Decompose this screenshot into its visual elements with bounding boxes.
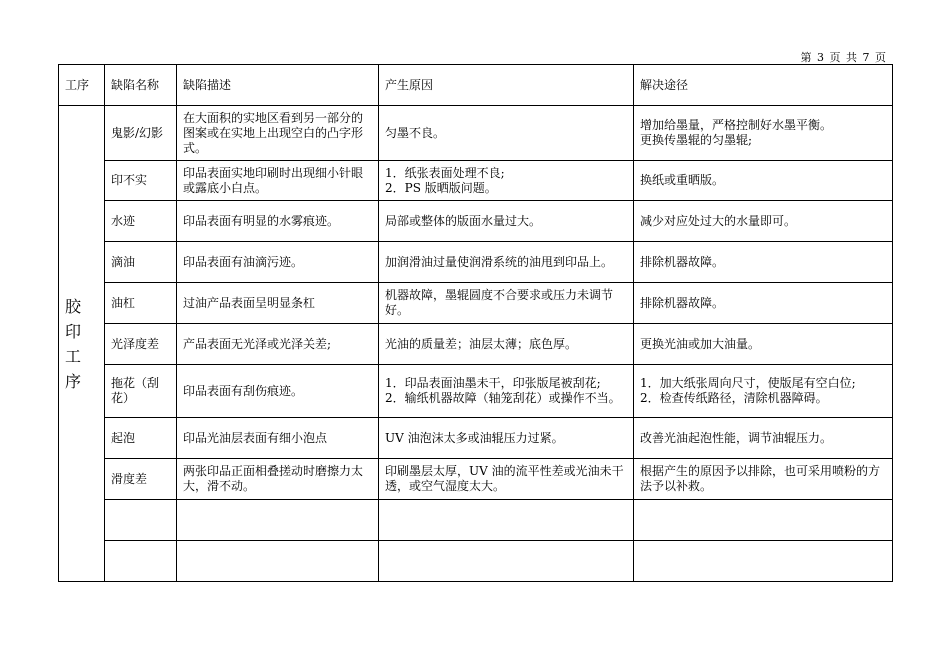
cause-cell: 1．纸张表面处理不良; 2．PS 版晒版问题。 bbox=[379, 161, 634, 201]
defect-name-cell: 水迹 bbox=[105, 201, 177, 242]
cause-cell: 加润滑油过量使润滑系统的油甩到印品上。 bbox=[379, 242, 634, 283]
empty-cell bbox=[379, 500, 634, 541]
empty-cell bbox=[105, 500, 177, 541]
solution-cell: 增加给墨量，严格控制好水墨平衡。 更换传墨辊的匀墨辊; bbox=[634, 106, 893, 161]
header-solution: 解决途径 bbox=[634, 65, 893, 106]
defect-name-cell: 拖花（刮花） bbox=[105, 365, 177, 418]
table-row bbox=[59, 283, 893, 324]
cause-cell: 机器故障，墨辊圆度不合要求或压力未调节好。 bbox=[379, 283, 634, 324]
solution-cell: 更换光油或加大油量。 bbox=[634, 324, 893, 365]
defect-description-cell: 两张印品正面相叠搓动时磨擦力太大，滑不动。 bbox=[177, 459, 379, 500]
page-number: 第 3 页 共 7 页 bbox=[800, 51, 887, 64]
table-row bbox=[59, 242, 893, 283]
table-row bbox=[59, 106, 893, 161]
defect-name-cell: 滑度差 bbox=[105, 459, 177, 500]
table-header-row bbox=[59, 65, 893, 106]
solution-cell: 排除机器故障。 bbox=[634, 283, 893, 324]
defect-name-cell: 起泡 bbox=[105, 418, 177, 459]
empty-cell bbox=[177, 500, 379, 541]
cause-cell: 印刷墨层太厚，UV 油的流平性差或光油未干透，或空气湿度太大。 bbox=[379, 459, 634, 500]
defect-name-cell: 油杠 bbox=[105, 283, 177, 324]
cause-cell: 匀墨不良。 bbox=[379, 106, 634, 161]
defect-name-cell: 鬼影/幻影 bbox=[105, 106, 177, 161]
table-row bbox=[59, 161, 893, 201]
solution-cell: 减少对应处过大的水量即可。 bbox=[634, 201, 893, 242]
empty-cell bbox=[634, 541, 893, 582]
empty-cell bbox=[177, 541, 379, 582]
table-row bbox=[59, 418, 893, 459]
cause-cell: 1．印品表面油墨未干，印张版尾被刮花; 2．输纸机器故障（轴笼刮花）或操作不当。 bbox=[379, 365, 634, 418]
defect-description-cell: 产品表面无光泽或光泽关差; bbox=[177, 324, 379, 365]
table-row bbox=[59, 365, 893, 418]
defect-description-cell: 印品表面有明显的水雾痕迹。 bbox=[177, 201, 379, 242]
header-defect-description: 缺陷描述 bbox=[177, 65, 379, 106]
solution-cell: 改善光油起泡性能，调节油辊压力。 bbox=[634, 418, 893, 459]
defect-description-cell: 印品表面有刮伤痕迹。 bbox=[177, 365, 379, 418]
solution-cell: 换纸或重晒版。 bbox=[634, 161, 893, 201]
empty-cell bbox=[379, 541, 634, 582]
empty-table-row bbox=[59, 541, 893, 582]
solution-cell: 根据产生的原因予以排除，也可采用喷粉的方法予以补救。 bbox=[634, 459, 893, 500]
defect-description-cell: 印品表面实地印刷时出现细小针眼或露底小白点。 bbox=[177, 161, 379, 201]
cause-cell: 光油的质量差；油层太薄；底色厚。 bbox=[379, 324, 634, 365]
empty-cell bbox=[105, 541, 177, 582]
defect-description-cell: 印品表面有油滴污迹。 bbox=[177, 242, 379, 283]
table-row bbox=[59, 459, 893, 500]
process-label: 胶印工序 bbox=[65, 296, 82, 391]
table-row bbox=[59, 324, 893, 365]
header-defect-name: 缺陷名称 bbox=[105, 65, 177, 106]
defect-name-cell: 滴油 bbox=[105, 242, 177, 283]
defect-table bbox=[58, 64, 893, 582]
solution-cell: 1．加大纸张周向尺寸，使版尾有空白位; 2．检查传纸路径，清除机器障碍。 bbox=[634, 365, 893, 418]
defect-name-cell: 光泽度差 bbox=[105, 324, 177, 365]
defect-description-cell: 过油产品表面呈明显条杠 bbox=[177, 283, 379, 324]
header-cause: 产生原因 bbox=[379, 65, 634, 106]
defect-name-cell: 印不实 bbox=[105, 161, 177, 201]
header-process: 工序 bbox=[59, 65, 105, 106]
cause-cell: UV 油泡沫太多或油辊压力过紧。 bbox=[379, 418, 634, 459]
solution-cell: 排除机器故障。 bbox=[634, 242, 893, 283]
process-cell bbox=[59, 106, 105, 582]
empty-cell bbox=[634, 500, 893, 541]
empty-table-row bbox=[59, 500, 893, 541]
table-row bbox=[59, 201, 893, 242]
defect-description-cell: 印品光油层表面有细小泡点 bbox=[177, 418, 379, 459]
defect-description-cell: 在大面积的实地区看到另一部分的图案或在实地上出现空白的凸字形式。 bbox=[177, 106, 379, 161]
cause-cell: 局部或整体的版面水量过大。 bbox=[379, 201, 634, 242]
